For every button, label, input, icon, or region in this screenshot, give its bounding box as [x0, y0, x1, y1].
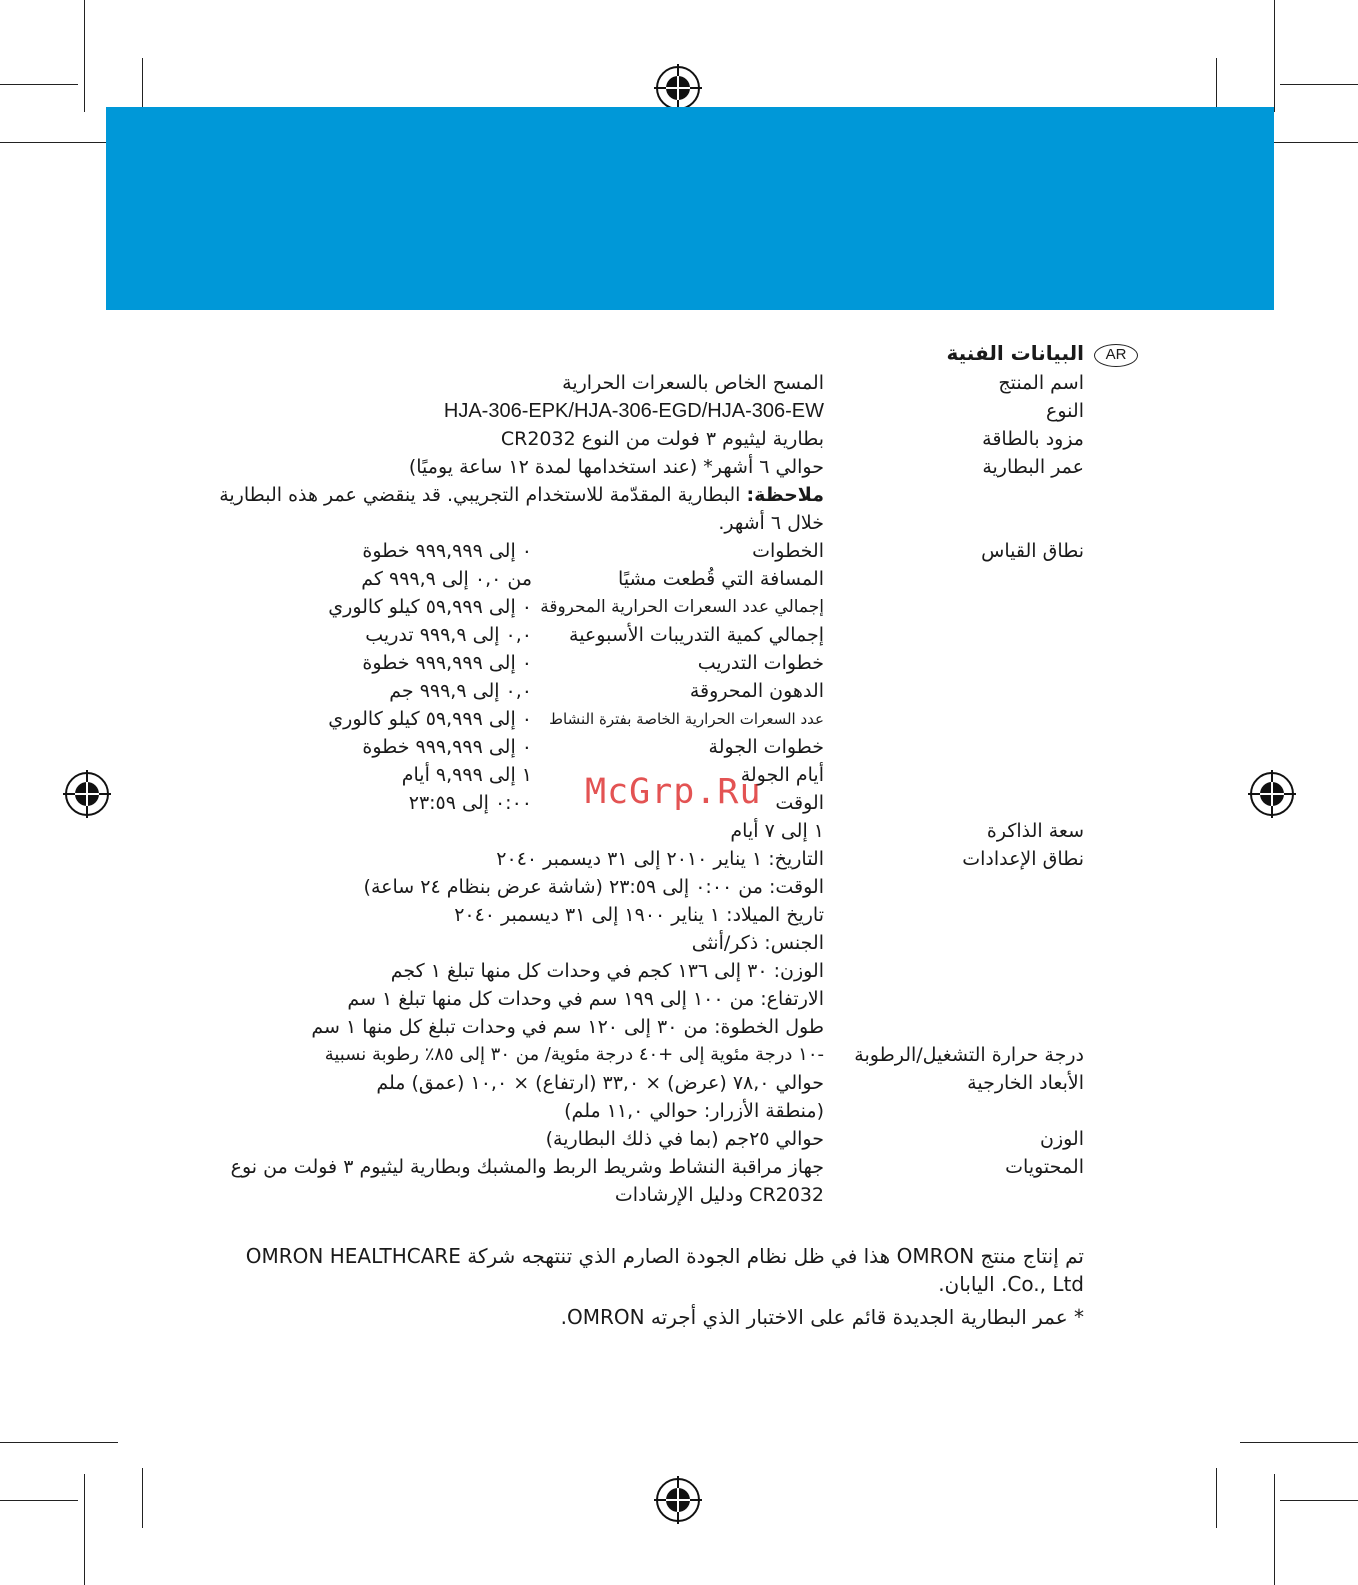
spec-value: المسح الخاص بالسعرات الحرارية: [562, 372, 824, 394]
weight-label: الوزن: [1039, 1128, 1084, 1150]
registration-mark-icon: [63, 770, 111, 818]
measurement-item: خطوات الجولة: [708, 736, 824, 758]
measurement-item: إجمالي عدد السعرات الحرارية المحروقة: [540, 597, 824, 617]
measurement-range: ٠,٠ إلى ٩٩٩,٩ تدريب: [365, 624, 532, 646]
settings-line: الوزن: ٣٠ إلى ١٣٦ كجم في وحدات كل منها تبلغ ١ كجم: [390, 960, 824, 982]
contents-value: CR2032 ودليل الإرشادات: [614, 1184, 824, 1206]
measurement-range: ٠ إلى ٥٩,٩٩٩ كيلو كالوري: [328, 596, 532, 618]
measurement-range: ٠,٠ إلى ٩٩٩,٩ جم: [389, 680, 532, 702]
crop-mark: [1274, 0, 1275, 112]
crop-mark: [84, 1474, 85, 1585]
crop-mark: [0, 1500, 78, 1501]
registration-mark-icon: [654, 1476, 702, 1524]
spec-label: النوع: [1046, 400, 1084, 422]
header-banner: [106, 107, 1274, 310]
registration-mark-icon: [654, 64, 702, 112]
registration-mark-icon: [1248, 770, 1296, 818]
measurement-item: الوقت: [775, 792, 824, 814]
note-label: ملاحظة:: [746, 484, 824, 506]
spec-value: بطارية ليثيوم ٣ فولت من النوع CR2032: [500, 428, 824, 450]
measurement-label: نطاق القياس: [981, 540, 1084, 562]
footnote: * عمر البطارية الجديدة قائم على الاختبار الذي أجرته OMRON.: [560, 1305, 1084, 1329]
settings-line: طول الخطوة: من ٣٠ إلى ١٢٠ سم في وحدات تبلغ كل منها ١ سم: [311, 1016, 824, 1038]
spec-label: مزود بالطاقة: [982, 428, 1084, 450]
note-text: خلال ٦ أشهر.: [718, 512, 824, 534]
contents-label: المحتويات: [1005, 1156, 1084, 1178]
measurement-item: عدد السعرات الحرارية الخاصة بفترة النشاط: [549, 710, 824, 728]
measurement-item: الدهون المحروقة: [689, 680, 824, 702]
operating-value: -١٠ درجة مئوية إلى +٤٠ درجة مئوية/ من ٣٠ إلى ٨٥٪ رطوبة نسبية: [324, 1044, 824, 1065]
crop-mark: [1280, 1500, 1358, 1501]
measurement-range: ١ إلى ٩,٩٩٩ أيام: [401, 764, 532, 786]
crop-mark: [142, 1468, 143, 1528]
crop-mark: [0, 142, 118, 143]
note-text: البطارية المقدّمة للاستخدام التجريبي. قد ينقضي عمر هذه البطارية: [219, 484, 741, 506]
weight-value: حوالي ٢٥جم (بما في ذلك البطارية): [545, 1128, 824, 1150]
memory-label: سعة الذاكرة: [986, 820, 1084, 842]
crop-mark: [1280, 84, 1358, 85]
measurement-item: المسافة التي قُطعت مشيًا: [618, 568, 824, 590]
measurement-range: ٠ إلى ٩٩٩,٩٩٩ خطوة: [362, 652, 532, 674]
crop-mark: [1216, 1468, 1217, 1528]
measurement-range: ٠:٠٠ إلى ٢٣:٥٩: [408, 792, 532, 814]
memory-value: ١ إلى ٧ أيام: [730, 820, 824, 842]
page-title: البيانات الفنية: [946, 341, 1084, 365]
settings-line: الجنس: ذكر/أنثى: [691, 932, 824, 954]
settings-line: الارتفاع: من ١٠٠ إلى ١٩٩ سم في وحدات كل منها تبلغ ١ سم: [347, 988, 824, 1010]
watermark: McGrp.Ru: [585, 772, 762, 812]
settings-label: نطاق الإعدادات: [962, 848, 1084, 870]
settings-line: تاريخ الميلاد: ١ يناير ١٩٠٠ إلى ٣١ ديسمبر ٢٠٤٠: [454, 904, 824, 926]
dimensions-value: حوالي ٧٨,٠ (عرض) × ٣٣,٠ (ارتفاع) × ١٠,٠ (عمق) ملم: [376, 1072, 824, 1094]
language-badge: AR: [1094, 344, 1138, 367]
measurement-range: من ٠,٠ إلى ٩٩٩,٩ كم: [361, 568, 532, 590]
spec-label: اسم المنتج: [998, 372, 1084, 394]
spec-value: حوالي ٦ أشهر* (عند استخدامها لمدة ١٢ ساعة يوميًا): [408, 456, 824, 478]
settings-line: الوقت: من ٠:٠٠ إلى ٢٣:٥٩ (شاشة عرض بنظام ٢٤ ساعة): [363, 876, 824, 898]
crop-mark: [0, 1442, 118, 1443]
crop-mark: [0, 84, 78, 85]
operating-label: درجة حرارة التشغيل/الرطوبة: [854, 1044, 1084, 1066]
measurement-item: خطوات التدريب: [697, 652, 824, 674]
contents-value: جهاز مراقبة النشاط وشريط الربط والمشبك وبطارية ليثيوم ٣ فولت من نوع: [230, 1156, 824, 1178]
footer-text: Co., Ltd. اليابان.: [938, 1272, 1084, 1296]
measurement-range: ٠ إلى ٩٩٩,٩٩٩ خطوة: [362, 736, 532, 758]
crop-mark: [1274, 1474, 1275, 1585]
dimensions-value: (منطقة الأزرار: حوالي ١١,٠ ملم): [564, 1100, 824, 1122]
crop-mark: [84, 0, 85, 112]
battery-note: [219, 484, 824, 506]
settings-line: التاريخ: ١ يناير ٢٠١٠ إلى ٣١ ديسمبر ٢٠٤٠: [496, 848, 824, 870]
footer-text: تم إنتاج منتج OMRON هذا في ظل نظام الجودة الصارم الذي تنتهجه شركة OMRON HEALTHCARE: [245, 1244, 1084, 1268]
measurement-item: أيام الجولة: [740, 764, 824, 786]
measurement-item: الخطوات: [752, 540, 824, 562]
measurement-range: ٠ إلى ٩٩٩,٩٩٩ خطوة: [362, 540, 532, 562]
spec-value: HJA-306-EPK/HJA-306-EGD/HJA-306-EW: [443, 400, 824, 422]
measurement-item: إجمالي كمية التدريبات الأسبوعية: [569, 624, 824, 646]
crop-mark: [1240, 1442, 1358, 1443]
spec-label: عمر البطارية: [982, 456, 1084, 478]
dimensions-label: الأبعاد الخارجية: [967, 1072, 1084, 1094]
measurement-range: ٠ إلى ٥٩,٩٩٩ كيلو كالوري: [328, 708, 532, 730]
